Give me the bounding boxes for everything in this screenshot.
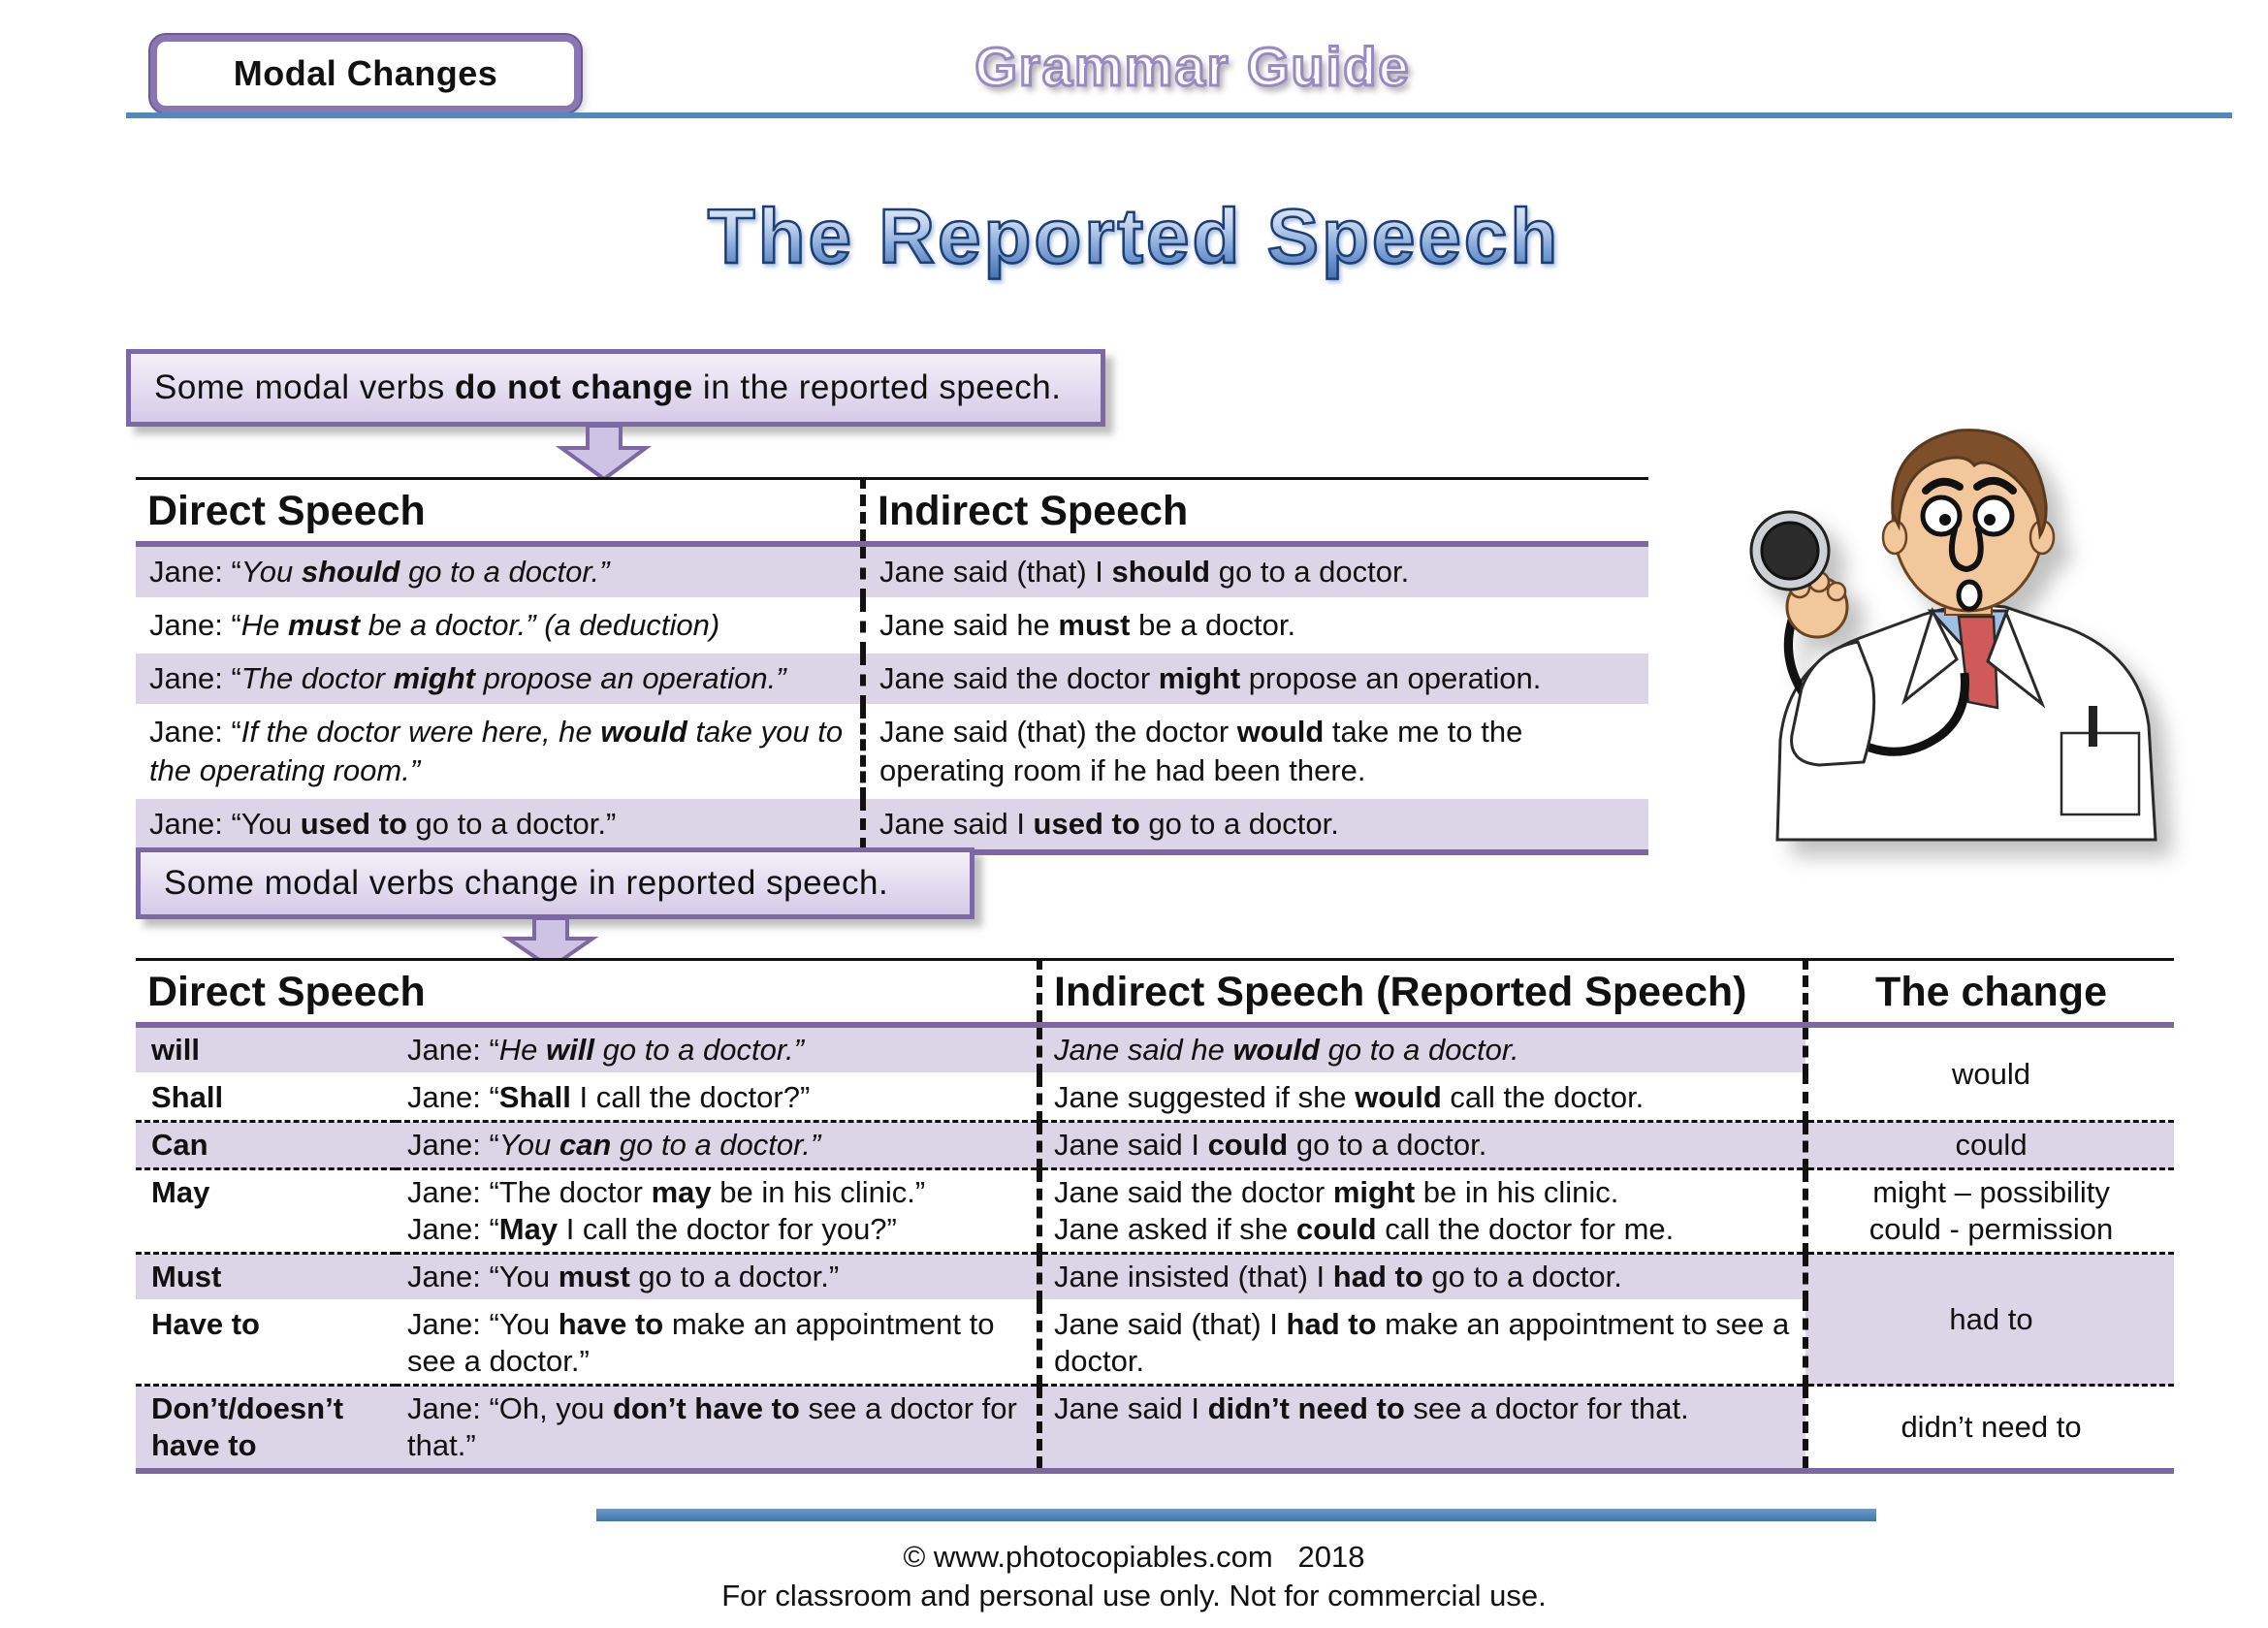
- change-line: could - permission: [1869, 1212, 2114, 1246]
- table-cell: Jane: “You should go to a doctor.”: [136, 544, 863, 599]
- table-cell: Jane said (that) I had to make an appointment to see a doctor.: [1039, 1301, 1805, 1386]
- table-cell: [396, 1169, 1039, 1254]
- header-rule: [126, 112, 2232, 118]
- modal-label: Have to: [151, 1307, 260, 1341]
- header-direct-speech: Direct Speech: [136, 479, 863, 545]
- table-cell: Jane: “You used to go to a doctor.”: [136, 798, 863, 853]
- table-cell: Jane: “You have to make an appointment to see a doctor.”: [407, 1307, 995, 1378]
- footer-copyright: © www.photocopiables.com 2018: [903, 1540, 1365, 1574]
- table-cell: Jane suggested if she would call the doctor.: [1039, 1074, 1805, 1122]
- table-cell: Jane said (that) I should go to a doctor.: [863, 544, 1648, 599]
- table-row: [136, 544, 1648, 599]
- footer-usage-note: For classroom and personal use only. Not for commercial use.: [721, 1579, 1547, 1612]
- table-cell-line: Jane: “May I call the doctor for you?”: [407, 1212, 897, 1246]
- change-line: might – possibility: [1872, 1175, 2110, 1209]
- table-cell: Jane said (that) the doctor would take me to the operating room if he had been there.: [863, 706, 1648, 798]
- modal-label: Don’t/doesn’t have to: [136, 1386, 396, 1472]
- table-cell: Jane: “He will go to a doctor.”: [396, 1025, 1039, 1074]
- callout-no-change-text: Some modal verbs do not change in the reported speech.: [154, 368, 1062, 406]
- table-header-row: [136, 960, 2174, 1026]
- table-row: [136, 653, 1648, 706]
- table-row: [136, 1386, 2174, 1472]
- table-row: [136, 599, 1648, 653]
- table-header-row: [136, 479, 1648, 545]
- header-indirect-speech: Indirect Speech (Reported Speech): [1039, 960, 1805, 1026]
- table-cell-line: Jane said the doctor might be in his clinic.: [1054, 1175, 1619, 1209]
- change-cell: had to: [1805, 1254, 2174, 1386]
- table-row: [136, 1254, 2174, 1301]
- table-row: [136, 798, 1648, 853]
- table-cell-line: Jane asked if she could call the doctor for me.: [1054, 1212, 1675, 1246]
- modal-label: Must: [136, 1254, 396, 1301]
- table-row: [136, 1169, 2174, 1254]
- callout-change: [136, 847, 974, 919]
- brand-title: Grammar Guide: [974, 36, 1411, 97]
- modal-label: May: [136, 1169, 396, 1254]
- callout-change-text: Some modal verbs change in reported speech.: [164, 864, 889, 902]
- change-cell: didn’t need to: [1805, 1386, 2174, 1472]
- table-cell-line: Jane: “The doctor may be in his clinic.”: [407, 1175, 926, 1209]
- table-cell: Jane insisted (that) I had to go to a doctor.: [1039, 1254, 1805, 1301]
- table-cell: Jane said I didn’t need to see a doctor for that.: [1039, 1386, 1805, 1472]
- callout-no-change: [126, 349, 1105, 427]
- footer-rule: [596, 1509, 1876, 1521]
- table-cell: Jane said he must be a doctor.: [863, 599, 1648, 653]
- table-row: [136, 706, 1648, 798]
- table-cell: Jane said I used to go to a doctor.: [863, 798, 1648, 853]
- modal-label: Shall: [151, 1080, 224, 1114]
- table-cell: Jane: “You must go to a doctor.”: [396, 1254, 1039, 1301]
- table-cell: Jane: “He must be a doctor.” (a deduction): [136, 599, 863, 653]
- modal-change-table: [136, 958, 2174, 1474]
- table-row: [136, 1122, 2174, 1169]
- table-row: [136, 1025, 2174, 1074]
- header-the-change: The change: [1805, 960, 2174, 1026]
- direct-indirect-table: [136, 477, 1648, 855]
- table-cell: Jane: “Oh, you don’t have to see a doctor for that.”: [396, 1386, 1039, 1472]
- header-direct-speech: Direct Speech: [136, 960, 1039, 1026]
- header-indirect-speech: Indirect Speech: [863, 479, 1648, 545]
- table-cell: Jane: “The doctor might propose an operation.”: [136, 653, 863, 706]
- table-cell: Jane: “Shall I call the doctor?”: [407, 1080, 811, 1114]
- table-cell: Jane said I could go to a doctor.: [1039, 1122, 1805, 1169]
- modal-label: will: [136, 1025, 396, 1074]
- modal-label: Can: [136, 1122, 396, 1169]
- table-cell: [1039, 1169, 1805, 1254]
- table-cell: Jane: “If the doctor were here, he would take you to the operating room.”: [136, 706, 863, 798]
- change-cell: could: [1805, 1122, 2174, 1169]
- down-arrow-icon: [553, 425, 655, 481]
- change-cell: [1805, 1169, 2174, 1254]
- page-title: The Reported Speech: [0, 192, 2268, 281]
- table-cell: Jane: “You can go to a doctor.”: [396, 1122, 1039, 1169]
- table-cell: Jane said he would go to a doctor.: [1039, 1025, 1805, 1074]
- header-badge: [150, 35, 581, 112]
- header-badge-label: Modal Changes: [233, 53, 498, 93]
- doctor-illustration: [1705, 405, 2209, 842]
- table-cell: Jane said the doctor might propose an operation.: [863, 653, 1648, 706]
- change-cell: would: [1805, 1025, 2174, 1122]
